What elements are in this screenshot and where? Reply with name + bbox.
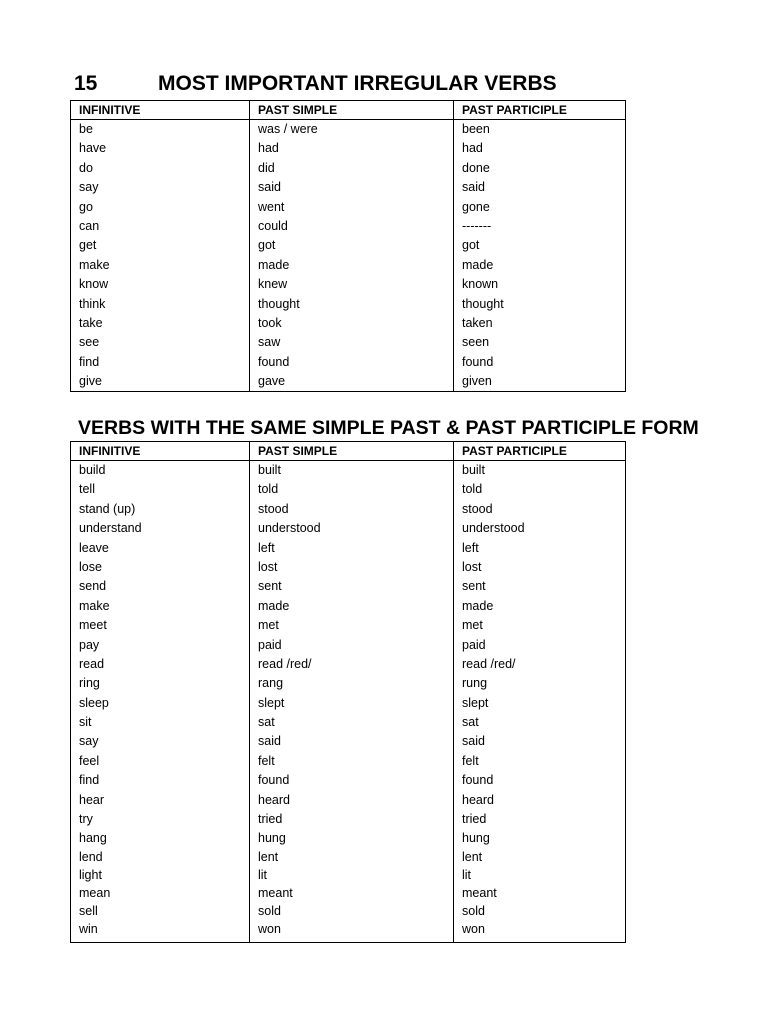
table-row (71, 636, 626, 655)
infinitive-cell: sell (71, 902, 250, 920)
past-simple-cell: could (250, 217, 454, 236)
past-simple-cell: lit (250, 866, 454, 884)
past-simple-cell: lent (250, 848, 454, 866)
infinitive-cell: pay (71, 636, 250, 655)
past-simple-cell: felt (250, 752, 454, 771)
past-simple-cell: rang (250, 674, 454, 693)
table-row (71, 655, 626, 674)
infinitive-cell: say (71, 732, 250, 751)
past-participle-cell: been (454, 120, 626, 140)
table-row (71, 217, 626, 236)
past-participle-cell: said (454, 178, 626, 197)
table-row (71, 353, 626, 372)
table-row (71, 829, 626, 847)
past-simple-cell: made (250, 597, 454, 616)
past-participle-cell: told (454, 480, 626, 499)
table-row (71, 295, 626, 314)
section1-number: 15 (74, 72, 98, 95)
infinitive-cell: understand (71, 519, 250, 538)
infinitive-cell: leave (71, 539, 250, 558)
table-row (71, 597, 626, 616)
infinitive-cell: tell (71, 480, 250, 499)
past-participle-cell: felt (454, 752, 626, 771)
table-row (71, 539, 626, 558)
past-simple-cell: took (250, 314, 454, 333)
infinitive-cell: have (71, 139, 250, 158)
infinitive-cell: stand (up) (71, 500, 250, 519)
irregular-verbs-table (70, 100, 626, 392)
table-row (71, 616, 626, 635)
past-simple-cell: did (250, 159, 454, 178)
table-row (71, 314, 626, 333)
past-participle-cell: sold (454, 902, 626, 920)
infinitive-cell: meet (71, 616, 250, 635)
table-row (71, 866, 626, 884)
table-row (71, 480, 626, 499)
table-row (71, 139, 626, 158)
table-row (71, 372, 626, 392)
past-participle-cell: known (454, 275, 626, 294)
past-simple-cell: tried (250, 810, 454, 829)
infinitive-cell: think (71, 295, 250, 314)
past-simple-cell: heard (250, 791, 454, 810)
infinitive-cell: see (71, 333, 250, 352)
past-participle-cell: gone (454, 198, 626, 217)
header-infinitive: INFINITIVE (71, 442, 250, 461)
table-row (71, 577, 626, 596)
table-row (71, 519, 626, 538)
table-row (71, 198, 626, 217)
past-simple-cell: had (250, 139, 454, 158)
infinitive-cell: find (71, 353, 250, 372)
table-row (71, 694, 626, 713)
past-simple-cell: paid (250, 636, 454, 655)
past-participle-cell: ------- (454, 217, 626, 236)
past-participle-cell: found (454, 771, 626, 790)
infinitive-cell: try (71, 810, 250, 829)
past-participle-cell: met (454, 616, 626, 635)
infinitive-cell: say (71, 178, 250, 197)
past-participle-cell: got (454, 236, 626, 255)
same-form-verbs-table (70, 441, 626, 943)
infinitive-cell: send (71, 577, 250, 596)
past-participle-cell: thought (454, 295, 626, 314)
past-participle-cell: made (454, 597, 626, 616)
past-simple-cell: found (250, 771, 454, 790)
infinitive-cell: go (71, 198, 250, 217)
infinitive-cell: hear (71, 791, 250, 810)
infinitive-cell: can (71, 217, 250, 236)
past-simple-cell: left (250, 539, 454, 558)
infinitive-cell: find (71, 771, 250, 790)
past-simple-cell: was / were (250, 120, 454, 140)
table-row (71, 810, 626, 829)
infinitive-cell: know (71, 275, 250, 294)
past-participle-cell: taken (454, 314, 626, 333)
past-simple-cell: built (250, 461, 454, 481)
past-simple-cell: knew (250, 275, 454, 294)
infinitive-cell: light (71, 866, 250, 884)
section2-title: VERBS WITH THE SAME SIMPLE PAST & PAST PARTICIPLE FORM (78, 417, 699, 439)
table-row (71, 256, 626, 275)
past-simple-cell: went (250, 198, 454, 217)
past-participle-cell: sent (454, 577, 626, 596)
past-simple-cell: hung (250, 829, 454, 847)
table-row (71, 461, 626, 481)
infinitive-cell: hang (71, 829, 250, 847)
past-participle-cell: lost (454, 558, 626, 577)
infinitive-cell: read (71, 655, 250, 674)
table-row (71, 848, 626, 866)
table-row (71, 333, 626, 352)
past-simple-cell: thought (250, 295, 454, 314)
table-row (71, 159, 626, 178)
past-participle-cell: hung (454, 829, 626, 847)
past-simple-cell: slept (250, 694, 454, 713)
past-participle-cell: found (454, 353, 626, 372)
past-simple-cell: sent (250, 577, 454, 596)
table-row (71, 275, 626, 294)
past-participle-cell: understood (454, 519, 626, 538)
header-infinitive: INFINITIVE (71, 101, 250, 120)
past-simple-cell: met (250, 616, 454, 635)
past-participle-cell: lent (454, 848, 626, 866)
infinitive-cell: lose (71, 558, 250, 577)
table-row (71, 752, 626, 771)
infinitive-cell: do (71, 159, 250, 178)
past-simple-cell: got (250, 236, 454, 255)
past-participle-cell: seen (454, 333, 626, 352)
infinitive-cell: sleep (71, 694, 250, 713)
past-participle-cell: won (454, 920, 626, 943)
table-row (71, 500, 626, 519)
past-simple-cell: stood (250, 500, 454, 519)
infinitive-cell: win (71, 920, 250, 943)
table-row (71, 236, 626, 255)
table-row (71, 713, 626, 732)
table-row (71, 920, 626, 943)
past-participle-cell: paid (454, 636, 626, 655)
infinitive-cell: make (71, 256, 250, 275)
header-past-simple: PAST SIMPLE (250, 101, 454, 120)
past-simple-cell: won (250, 920, 454, 943)
section1-title (74, 70, 557, 98)
infinitive-cell: ring (71, 674, 250, 693)
past-participle-cell: given (454, 372, 626, 392)
past-simple-cell: said (250, 178, 454, 197)
past-simple-cell: told (250, 480, 454, 499)
past-participle-cell: lit (454, 866, 626, 884)
past-participle-cell: rung (454, 674, 626, 693)
table-row (71, 771, 626, 790)
table-header-row (71, 101, 626, 120)
past-simple-cell: meant (250, 884, 454, 902)
past-participle-cell: read /red/ (454, 655, 626, 674)
table-row (71, 902, 626, 920)
infinitive-cell: take (71, 314, 250, 333)
header-past-participle: PAST PARTICIPLE (454, 101, 626, 120)
past-participle-cell: sat (454, 713, 626, 732)
infinitive-cell: build (71, 461, 250, 481)
past-simple-cell: gave (250, 372, 454, 392)
past-simple-cell: made (250, 256, 454, 275)
past-participle-cell: had (454, 139, 626, 158)
past-simple-cell: read /red/ (250, 655, 454, 674)
past-participle-cell: tried (454, 810, 626, 829)
past-simple-cell: sat (250, 713, 454, 732)
past-simple-cell: understood (250, 519, 454, 538)
table-row (71, 178, 626, 197)
section1-title-text: MOST IMPORTANT IRREGULAR VERBS (158, 72, 557, 95)
past-simple-cell: sold (250, 902, 454, 920)
header-past-participle: PAST PARTICIPLE (454, 442, 626, 461)
past-participle-cell: heard (454, 791, 626, 810)
past-simple-cell: lost (250, 558, 454, 577)
infinitive-cell: sit (71, 713, 250, 732)
infinitive-cell: get (71, 236, 250, 255)
table-row (71, 732, 626, 751)
past-participle-cell: left (454, 539, 626, 558)
past-simple-cell: saw (250, 333, 454, 352)
infinitive-cell: mean (71, 884, 250, 902)
infinitive-cell: feel (71, 752, 250, 771)
infinitive-cell: make (71, 597, 250, 616)
table-row (71, 558, 626, 577)
past-participle-cell: stood (454, 500, 626, 519)
table-row (71, 884, 626, 902)
table-row (71, 674, 626, 693)
past-participle-cell: said (454, 732, 626, 751)
table-row (71, 791, 626, 810)
past-participle-cell: done (454, 159, 626, 178)
infinitive-cell: give (71, 372, 250, 392)
table-header-row (71, 442, 626, 461)
infinitive-cell: lend (71, 848, 250, 866)
past-participle-cell: made (454, 256, 626, 275)
past-participle-cell: built (454, 461, 626, 481)
past-simple-cell: said (250, 732, 454, 751)
header-past-simple: PAST SIMPLE (250, 442, 454, 461)
infinitive-cell: be (71, 120, 250, 140)
table-row (71, 120, 626, 140)
past-simple-cell: found (250, 353, 454, 372)
past-participle-cell: meant (454, 884, 626, 902)
past-participle-cell: slept (454, 694, 626, 713)
